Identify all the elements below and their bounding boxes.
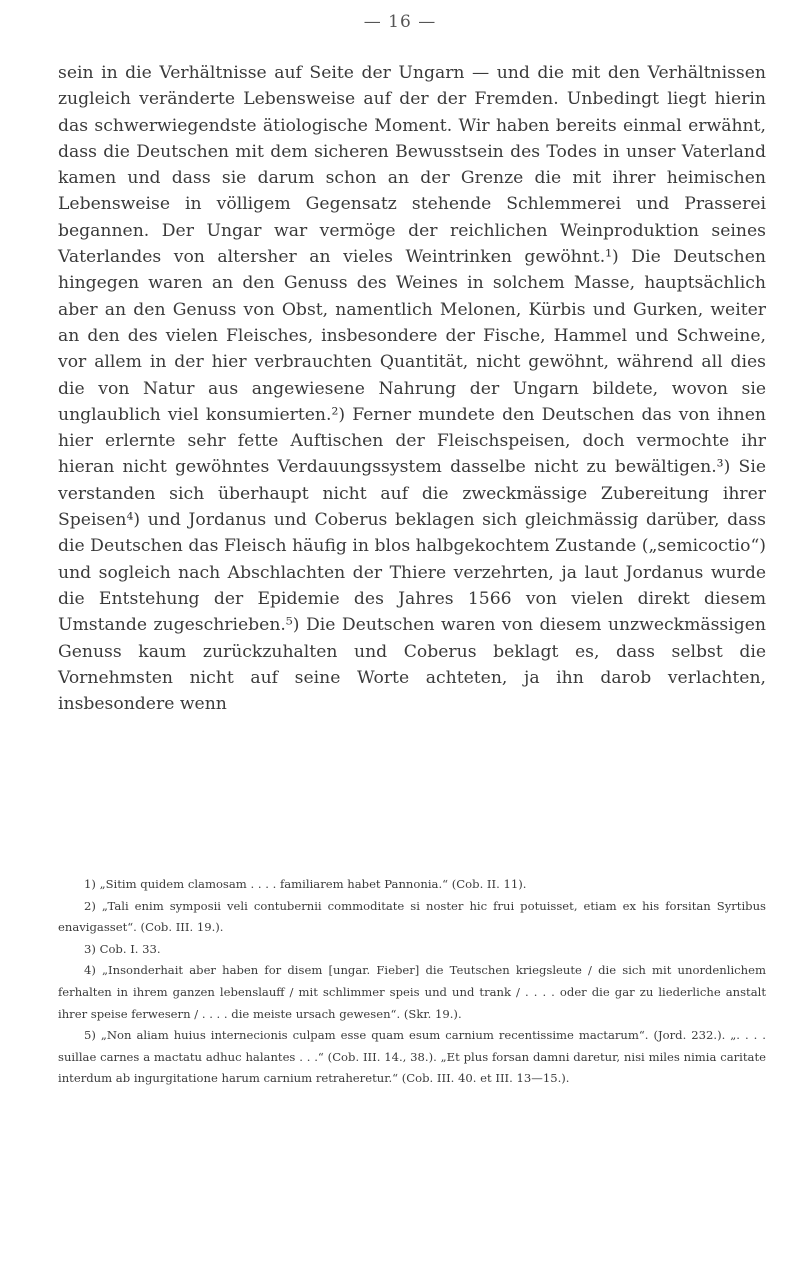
footnote-3: 3) Cob. I. 33. <box>84 941 161 956</box>
footnotes <box>58 874 766 1090</box>
footnote-1: 1) „Sitim quidem clamosam . . . . familiarem habet Pannonia.“ (Cob. II. 11). <box>84 877 527 891</box>
page-number: — 16 — <box>363 12 437 32</box>
footnote-2: 2) „Tali enim symposii veli contubernii commoditate si noster hic frui potuisset, etiam ex his forsitan Syrtibus enavigasset“. (Cob. III. 19.). <box>58 898 766 935</box>
body-paragraph: sein in die Verhältnisse auf Seite der Ungarn — und die mit den Verhältnissen zugleich veränderte Lebensweise auf der der Fremden. Unbedingt liegt hierin das schwerwiegendste ätiologische Moment. Wir haben bereits einmal erwähnt, dass die Deutschen mit dem sicheren Bewusstsein des Todes in unser Vaterland kamen und dass sie darum schon an der Grenze die mit ihrer heimischen Lebensweise in völligem Gegensatz stehende Schlemmerei und Prasserei begannen. Der Ungar war vermöge der reichlichen Weinproduktion seines Vaterlandes von altersher an vieles Weintrinken gewöhnt.¹) Die Deutschen hingegen waren an den Genuss des Weines in solchem Masse, hauptsächlich aber an den Genuss von Obst, namentlich Melonen, Kürbis und Gurken, weiter an den des vielen Fleisches, insbesondere der Fische, Hammel und Schweine, vor allem in der hier verbrauchten Quantität, nicht gewöhnt, während all dies die von Natur aus angewiesene Nahrung der Ungarn bildete, wovon sie unglaublich viel konsumierten.²) Ferner mundete den Deutschen das von ihnen hier erlernte sehr fette Auftischen der Fleischspeisen, doch vermochte ihr hieran nicht gewöhntes Verdauungssystem dasselbe nicht zu bewältigen.³) Sie verstanden sich überhaupt nicht auf die zweckmässige Zubereitung ihrer Speisen⁴) und Jordanus und Coberus beklagen sich gleichmässig darüber, dass die Deutschen das Fleisch häufig in blos halbgekochtem Zustande („semicoctio“) und sogleich nach Abschlachten der Thiere verzehrten, ja laut Jordanus wurde die Entstehung der Epidemie des Jahres 1566 von vielen direkt diesem Umstande zugeschrieben.⁵) Die Deutschen waren von diesem unzweckmässigen Genuss kaum zurückzuhalten und Coberus beklagt es, dass selbst die Vornehmsten nicht auf seine Worte achteten, ja ihn darob verlachten, insbesondere wenn <box>58 63 766 715</box>
body-text <box>58 60 766 717</box>
footnote-4: 4) „Insonderhait aber haben for disem [ungar. Fieber] die Teutschen kriegsleute / die sich mit unordenlichem ferhalten in ihrem ganzen lebenslauff / mit schlimmer speis und und trank / . . . . oder die gar zu liederliche anstalt ihrer speise ferwesern / . . . . die meiste ursach gewesen“. (Skr. 19.). <box>58 963 766 1021</box>
footnote-5: 5) „Non aliam huius internecionis culpam esse quam esum carnium recentissime mactarum“. (Jord. 232.). „. . . . suillae carnes a mactatu adhuc halantes . . .“ (Cob. III. 14., 38.). „Et plus forsan damni daretur, nisi miles nimia caritate interdum ab ingurgitatione harum carnium retraheretur.“ (Cob. III. 40. et III. 13—15.). <box>58 1028 766 1086</box>
